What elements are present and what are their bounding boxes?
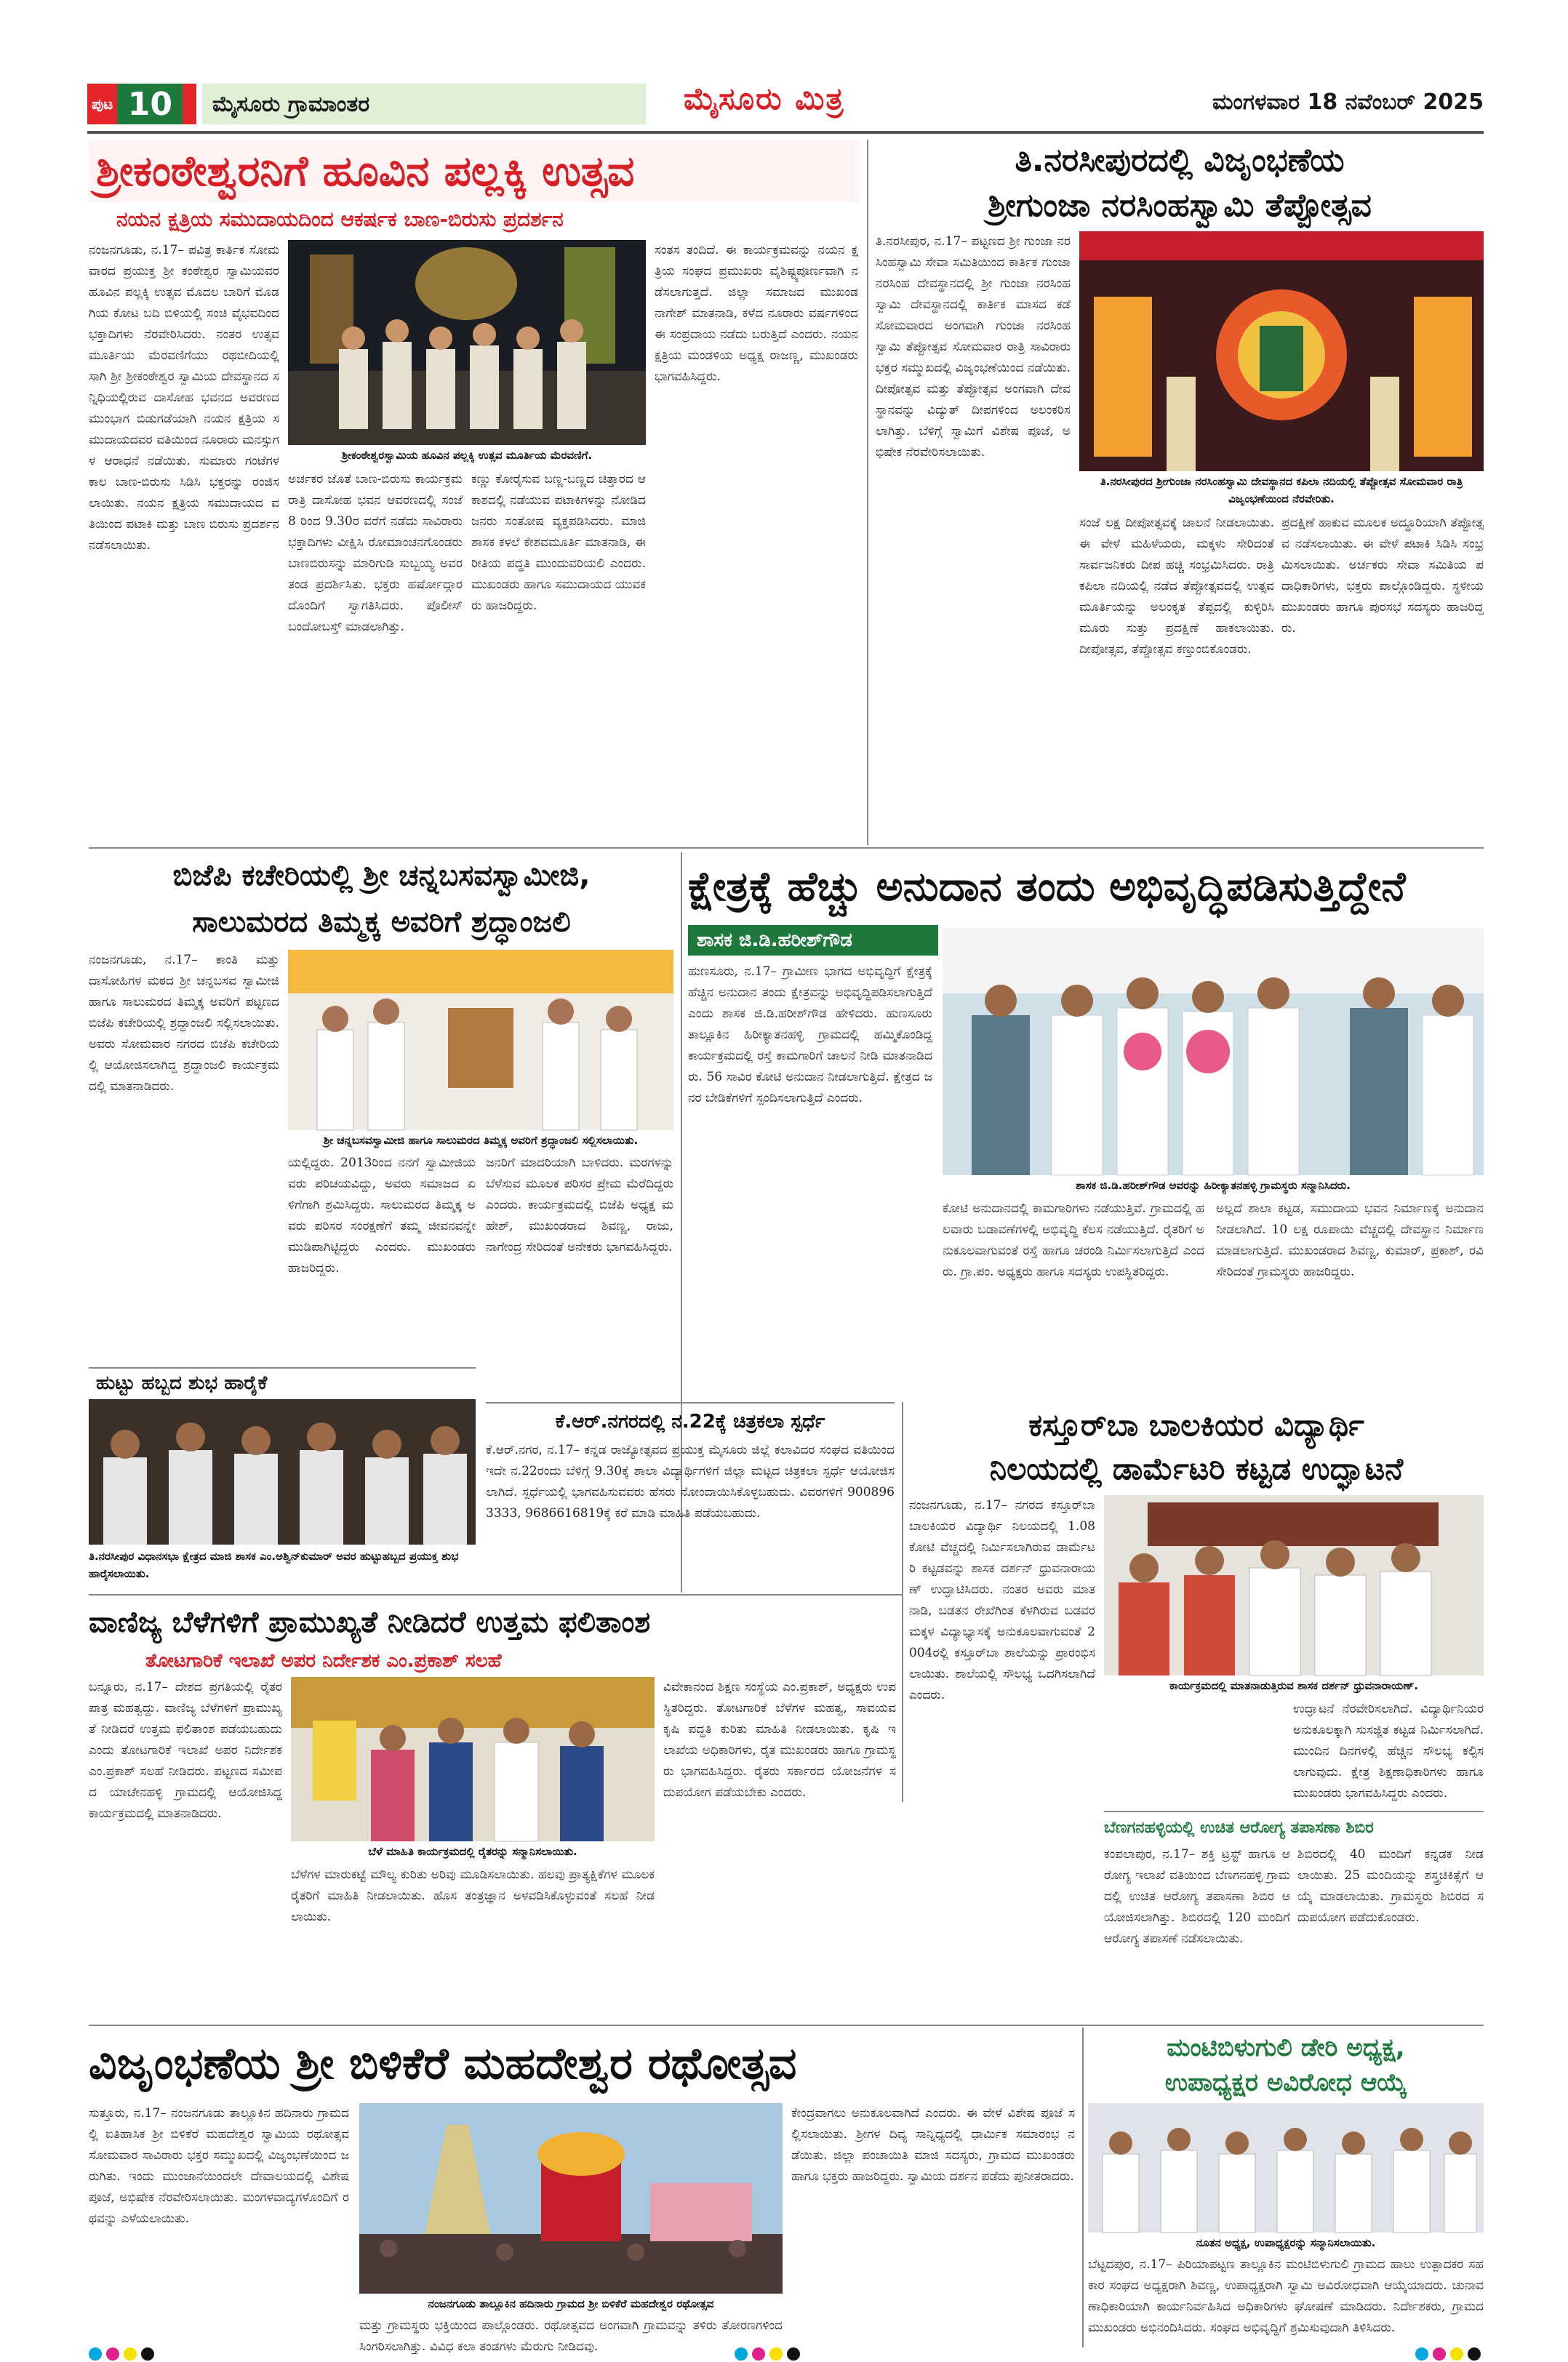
a6-photo-image bbox=[1104, 1495, 1484, 1676]
a3-body-1: ನಂಜನಗೂಡು, ನ.17– ಕಾಂತಿ ಮತ್ತು ದಾಸೋಹಿಗಳ ಮಠದ ಶ್ರೀ ಚನ್ನಬಸವ ಸ್ವಾಮೀಜಿ ಹಾಗೂ ಸಾಲುಮರದ ತಿಮ್ಮಕ್ಕ ಅವರಿಗೆ ಪಟ್ಟಣದ ಬಿಜೆಪಿ ಕಚೇರಿಯಲ್ಲಿ ಶ್ರದ್ಧಾಂಜಲಿ ಸಲ್ಲಿಸಲಾಯಿತು. ಅವರು ಸೋಮವಾರ ನಗರದ ಬಿಜೆಪಿ ಕಚೇರಿಯಲ್ಲಿ ಆಯೋಜಿಸಲಾಗಿದ್ದ ಶ್ರದ್ಧಾಂಜಲಿ ಕಾರ್ಯಕ್ರಮದಲ್ಲಿ ಮಾತನಾಡಿದರು. bbox=[89, 953, 279, 1094]
section-title: ಮೈಸೂರು ಗ್ರಾಮಾಂತರ bbox=[202, 84, 646, 124]
registration-mark-cyan-2 bbox=[735, 2347, 748, 2361]
page-number: 10 bbox=[117, 84, 183, 124]
registration-mark-black-2 bbox=[787, 2347, 800, 2361]
registration-mark-yellow-2 bbox=[769, 2347, 783, 2361]
a6-body-1: ನಂಜನಗೂಡು, ನ.17– ನಗರದ ಕಸ್ತೂರ್‌ಬಾ ಬಾಲಕಿಯರ ವಿದ್ಯಾರ್ಥಿ ನಿಲಯದಲ್ಲಿ 1.08 ಕೋಟಿ ವೆಚ್ಚದಲ್ಲಿ ನಿರ್ಮಿಸಲಾಗಿರುವ ಡಾರ್ಮೆಟರಿ ಕಟ್ಟಡವನ್ನು ಶಾಸಕ ದರ್ಶನ್ ಧ್ರುವನಾರಾಯಣ್ ಉದ್ಘಾಟಿಸಿದರು. ನಂತರ ಅವರು ಮಾತನಾಡಿ, ಬಡತನ ರೇಖೆಗಿಂತ ಕೆಳಗಿರುವ ಬಡವರ ಮಕ್ಕಳ ವಿದ್ಯಾಭ್ಯಾಸಕ್ಕೆ ಅನುಕೂಲವಾಗುವಂತೆ 2004ರಲ್ಲಿ ಕಸ್ತೂರ್‌ಬಾ ಶಾಲೆಯನ್ನು ಪ್ರಾರಂಭಿಸಲಾಯಿತು. ಶಾಲೆಯಲ್ಲಿ ಸೌಲಭ್ಯ ಒದಗಿಸಲಾಗಿದೆ ಎಂದರು. bbox=[909, 1498, 1095, 1702]
registration-mark-magenta-2 bbox=[752, 2347, 765, 2361]
a3-photo bbox=[288, 950, 673, 1130]
row3-rule bbox=[89, 2025, 1484, 2026]
a5-divider bbox=[902, 1402, 903, 1802]
a2-body-3: ಪ್ರದಕ್ಷಿಣೆ ಹಾಕುವ ಮೂಲಕ ಅದ್ಧೂರಿಯಾಗಿ ತೆಪ್ಪೋತ್ಸವ ನಡೆಸಲಾಯಿತು. ಈ ವೇಳೆ ಪಟಾಕಿ ಸಿಡಿಸಿ ಸಂಭ್ರಮಿಸಲಾಯಿತು. ಅರ್ಚಕರು ಸೇವಾ ಸಮಿತಿಯ ಪದಾಧಿಕಾರಿಗಳು, ಭಕ್ತರು ಪಾಲ್ಗೊಂಡಿದ್ದರು. ಸ್ಥಳೀಯ ಮುಖಂಡರು ಹಾಗೂ ಪುರಸಭೆ ಸದಸ್ಯರು ಹಾಜರಿದ್ದರು. bbox=[1281, 516, 1484, 636]
a6-sub-body-2: ಶಿಬಿರದಲ್ಲಿ 40 ಮಂದಿಗೆ ಕನ್ನಡಕ ನೀಡಲಾಯಿತು. 25 ಮಂದಿಯನ್ನು ಶಸ್ತ್ರಚಿಕಿತ್ಸೆಗೆ ಆಯ್ಕೆ ಮಾಡಲಾಯಿತು. ಗ್ರಾಮಸ್ಥರು ಶಿಬಿರದ ಸದುಪಯೋಗ ಪಡೆದುಕೊಂಡರು. bbox=[1297, 1847, 1484, 1925]
a7-photo bbox=[291, 1677, 655, 1841]
a8-body-photo: ಮತ್ತು ಗ್ರಾಮಸ್ಥರು ಭಕ್ತಿಯಿಂದ ಪಾಲ್ಗೊಂಡರು. ರಥೋತ್ಸವದ ಅಂಗವಾಗಿ ಗ್ರಾಮವನ್ನು ತಳಿರು ತೋರಣಗಳಿಂದ ಸಿಂಗರಿಸಲಾಗಿತ್ತು. ವಿವಿಧ ಕಲಾ ತಂಡಗಳು ಮೆರುಗು ನೀಡಿದವು. bbox=[359, 2318, 783, 2354]
a9-headline-2: ಉಪಾಧ್ಯಕ್ಷರ ಅವಿರೋಧ ಆಯ್ಕೆ bbox=[1164, 2068, 1407, 2097]
page-number-box bbox=[87, 84, 196, 124]
a4-body-3: ಅಲ್ಲದೆ ಶಾಲಾ ಕಟ್ಟಡ, ಸಮುದಾಯ ಭವನ ನಿರ್ಮಾಣಕ್ಕೆ ಅನುದಾನ ನೀಡಲಾಗಿದೆ. 10 ಲಕ್ಷ ರೂಪಾಯಿ ವೆಚ್ಚದಲ್ಲಿ ದೇವಸ್ಥಾನ ನಿರ್ಮಾಣ ಮಾಡಲಾಗುತ್ತಿದೆ. ಮುಖಂಡರಾದ ಶಿವಣ್ಣ, ಕುಮಾರ್, ಪ್ರಕಾಶ್, ರವಿ ಸೇರಿದಂತೆ ಗ್ರಾಮಸ್ಥರು ಹಾಜರಿದ್ದರು. bbox=[1216, 1201, 1484, 1279]
registration-mark-cyan-3 bbox=[1415, 2347, 1428, 2361]
registration-mark-magenta-3 bbox=[1433, 2347, 1446, 2361]
a8-body-2: ಕೇಂದ್ರವಾಗಲು ಅನುಕೂಲವಾಗಿದೆ ಎಂದರು. ಈ ವೇಳೆ ವಿಶೇಷ ಪೂಜೆ ಸಲ್ಲಿಸಲಾಯಿತು. ಶ್ರೀಗಳ ದಿವ್ಯ ಸಾನ್ನಿಧ್ಯದಲ್ಲಿ ಧಾರ್ಮಿಕ ಸಮಾರಂಭ ನಡೆಯಿತು. ಜಿಲ್ಲಾ ಪಂಚಾಯಿತಿ ಮಾಜಿ ಸದಸ್ಯರು, ಗ್ರಾಮದ ಮುಖಂಡರು ಹಾಗೂ ಭಕ್ತರು ಹಾಜರಿದ್ದರು. ಸ್ವಾಮಿಯ ದರ್ಶನ ಪಡೆದು ಪುನೀತರಾದರು. bbox=[791, 2106, 1075, 2184]
a8-photo-caption: ನಂಜನಗೂಡು ತಾಲ್ಲೂಕಿನ ಹದಿನಾರು ಗ್ರಾಮದ ಶ್ರೀ ಬಿಳಿಕೆರೆ ಮಹದೇಶ್ವರ ರಥೋತ್ಸವ bbox=[428, 2297, 714, 2310]
registration-mark-black-3 bbox=[1468, 2347, 1481, 2361]
a1-headline: ಶ್ರೀಕಂಠೇಶ್ವರನಿಗೆ ಹೂವಿನ ಪಲ್ಲಕ್ಕಿ ಉತ್ಸವ bbox=[89, 140, 860, 202]
a3-box-caption: ತಿ.ನರಸೀಪುರ ವಿಧಾನಸಭಾ ಕ್ಷೇತ್ರದ ಮಾಜಿ ಶಾಸಕ ಎಂ.ಅಶ್ವಿನ್‌ಕುಮಾರ್ ಅವರ ಹುಟ್ಟುಹಬ್ಬದ ಪ್ರಯುಕ್ತ ಶುಭ ಹಾರೈಸಲಾಯಿತು. bbox=[89, 1550, 459, 1580]
a6-headline-1: ಕಸ್ತೂರ್‌ಬಾ ಬಾಲಕಿಯರ ವಿದ್ಯಾರ್ಥಿ bbox=[1028, 1407, 1364, 1443]
a3-box-title: ಹುಟ್ಟು ಹಬ್ಬದ ಶುಭ ಹಾರೈಕೆ bbox=[89, 1367, 476, 1396]
a3-headline-2: ಸಾಲುಮರದ ತಿಮ್ಮಕ್ಕ ಅವರಿಗೆ ಶ್ರದ್ಧಾಂಜಲಿ bbox=[192, 905, 571, 939]
a6-sub-body-1: ಕಂಪಲಾಪುರ, ನ.17– ಶಕ್ತಿ ಟ್ರಸ್ಟ್ ಹಾಗೂ ಆರೋಗ್ಯ ಇಲಾಖೆ ವತಿಯಿಂದ ಬೆಣಗನಹಳ್ಳಿ ಗ್ರಾಮದಲ್ಲಿ ಉಚಿತ ಆರೋಗ್ಯ ತಪಾಸಣಾ ಶಿಬಿರ ಆಯೋಜಿಸಲಾಗಿತ್ತು. ಶಿಬಿರದಲ್ಲಿ 120 ಮಂದಿಗೆ ಆರೋಗ್ಯ ತಪಾಸಣೆ ನಡೆಸಲಾಯಿತು. bbox=[1104, 1847, 1290, 1946]
a3-photo-image bbox=[288, 950, 673, 1130]
a4-photo bbox=[943, 928, 1484, 1175]
a8-divider bbox=[1082, 2027, 1084, 2347]
a4-body-1: ಹುಣಸೂರು, ನ.17– ಗ್ರಾಮೀಣ ಭಾಗದ ಅಭಿವೃದ್ಧಿಗೆ ಕ್ಷೇತ್ರಕ್ಕೆ ಹೆಚ್ಚಿನ ಅನುದಾನ ತಂದು ಕ್ಷೇತ್ರವನ್ನು ಅಭಿವೃದ್ಧಿಪಡಿಸಲಾಗುತ್ತಿದೆ ಎಂದು ಶಾಸಕ ಜಿ.ಡಿ.ಹರೀಶ್‌ಗೌಡ ಹೇಳಿದರು. ಹುಣಸೂರು ತಾಲ್ಲೂಕಿನ ಹಿರೀಕ್ಯಾತನಹಳ್ಳಿ ಗ್ರಾಮದಲ್ಲಿ ಹಮ್ಮಿಕೊಂಡಿದ್ದ ಕಾರ್ಯಕ್ರಮದಲ್ಲಿ ರಸ್ತೆ ಕಾಮಗಾರಿಗೆ ಚಾಲನೆ ನೀಡಿ ಮಾತನಾಡಿದರು. 56 ಸಾವಿರ ಕೋಟಿ ಅನುದಾನ ನೀಡಲಾಗುತ್ತಿದೆ. ಕ್ಷೇತ್ರದ ಜನರ ಬೇಡಿಕೆಗಳಿಗೆ ಸ್ಪಂದಿಸಲಾಗುತ್ತಿದೆ ಎಂದರು. bbox=[688, 964, 932, 1105]
a2-photo-caption: ತಿ.ನರಸೀಪುರದ ಶ್ರೀಗುಂಜಾ ನರಸಿಂಹಸ್ವಾಮಿ ದೇವಸ್ಥಾನದ ಕಪಿಲಾ ನದಿಯಲ್ಲಿ ತೆಪ್ಪೋತ್ಸವ ಸೋಮವಾರ ರಾತ್ರಿ ವಿಜೃಂಭಣೆಯಿಂದ ನೆರವೇರಿತು. bbox=[1100, 475, 1463, 505]
a6-photo bbox=[1104, 1495, 1484, 1676]
a1-photo-image bbox=[288, 240, 646, 445]
a7-headline: ವಾಣಿಜ್ಯ ಬೆಳೆಗಳಿಗೆ ಪ್ರಾಮುಖ್ಯತೆ ನೀಡಿದರೆ ಉತ್ತಮ ಫಲಿತಾಂಶ bbox=[89, 1606, 651, 1639]
a6-body-2: ಉದ್ಘಾಟನೆ ನೆರವೇರಿಸಲಾಗಿದೆ. ವಿದ್ಯಾರ್ಥಿನಿಯರ ಅನುಕೂಲಕ್ಕಾಗಿ ಸುಸಜ್ಜಿತ ಕಟ್ಟಡ ನಿರ್ಮಿಸಲಾಗಿದೆ. ಮುಂದಿನ ದಿನಗಳಲ್ಲಿ ಹೆಚ್ಚಿನ ಸೌಲಭ್ಯ ಕಲ್ಪಿಸಲಾಗುವುದು. ಕ್ಷೇತ್ರ ಶಿಕ್ಷಣಾಧಿಕಾರಿಗಳು ಹಾಗೂ ಮುಖಂಡರು ಭಾಗವಹಿಸಿದ್ದರು ಎಂದರು. bbox=[1293, 1702, 1484, 1801]
masthead-rule bbox=[87, 131, 1484, 134]
newspaper-logo: ಮೈಸೂರು ಮಿತ್ರ bbox=[684, 81, 845, 116]
a1-body-3: ಅರ್ಚಕರ ಜೊತೆ ಬಾಣ-ಬಿರುಸು ಕಾರ್ಯಕ್ರಮ ರಾತ್ರಿ ದಾಸೋಹ ಭವನ ಆವರಣದಲ್ಲಿ ಸಂಜೆ 8 ರಿಂದ 9.30ರ ವರೆಗೆ ನಡೆದು ಸಾವಿರಾರು ಭಕ್ತಾದಿಗಳು ವೀಕ್ಷಿಸಿ ರೋಮಾಂಚನಗೊಂಡರು ಬಾಣಬಿರುಸನ್ನು ಮಾರಿಗುಡಿ ಸುಬ್ಬಯ್ಯ ಅವರ ತಂಡ ಪ್ರದರ್ಶಿಸಿತು. ಭಕ್ತರು ಹರ್ಷೋದ್ಗಾರದೊಂದಿಗೆ ಸ್ವಾಗತಿಸಿದರು. ಪೊಲೀಸ್ ಬಂದೋಬಸ್ತ್ ಮಾಡಲಾಗಿತ್ತು. bbox=[288, 472, 463, 634]
a1-photo-caption: ಶ್ರೀಕಂಠೇಶ್ವರಸ್ವಾಮಿಯ ಹೂವಿನ ಪಲ್ಲಕ್ಕಿ ಉತ್ಸವ ಮೂರ್ತಿಯ ಮೆರವಣಿಗೆ. bbox=[341, 449, 593, 462]
a6-body-1b bbox=[1104, 1699, 1284, 1808]
a6-headline-2: ನಿಲಯದಲ್ಲಿ ಡಾರ್ಮೆಟರಿ ಕಟ್ಟಡ ಉದ್ಘಾಟನೆ bbox=[989, 1451, 1404, 1486]
a5-body: ಕೆ.ಆರ್.ನಗರ, ನ.17– ಕನ್ನಡ ರಾಜ್ಯೋತ್ಸವದ ಪ್ರಯುಕ್ತ ಮೈಸೂರು ಜಿಲ್ಲೆ ಕಲಾವಿದರ ಸಂಘದ ವತಿಯಿಂದ ಇದೇ ನ.22ರಂದು ಬೆಳಿಗ್ಗೆ 9.30ಕ್ಕೆ ಶಾಲಾ ವಿದ್ಯಾರ್ಥಿಗಳಿಗೆ ಜಿಲ್ಲಾ ಮಟ್ಟದ ಚಿತ್ರಕಲಾ ಸ್ಪರ್ಧೆ ಆಯೋಜಿಸಲಾಗಿದೆ. ಸ್ಪರ್ಧೆಯಲ್ಲಿ ಭಾಗವಹಿಸುವವರು ಹೆಸರು ನೋಂದಾಯಿಸಿಕೊಳ್ಳಬಹುದು. ವಿವರಗಳಿಗೆ 9008963333, 9686616819ಕ್ಕೆ ಕರೆ ಮಾಡಿ ಮಾಹಿತಿ ಪಡೆಯಬಹುದು. bbox=[486, 1443, 895, 1521]
a7-body-1: ಬನ್ನೂರು, ನ.17– ದೇಶದ ಪ್ರಗತಿಯಲ್ಲಿ ರೈತರ ಪಾತ್ರ ಮಹತ್ವದ್ದು. ವಾಣಿಜ್ಯ ಬೆಳೆಗಳಿಗೆ ಪ್ರಾಮುಖ್ಯತೆ ನೀಡಿದರೆ ಉತ್ತಮ ಫಲಿತಾಂಶ ಪಡೆಯಬಹುದು ಎಂದು ತೋಟಗಾರಿಕೆ ಇಲಾಖೆ ಅಪರ ನಿರ್ದೇಶಕ ಎಂ.ಪ್ರಕಾಶ್ ಸಲಹೆ ನೀಡಿದರು. ಪಟ್ಟಣದ ಸಮೀಪದ ಯಾಚೇನಹಳ್ಳಿ ಗ್ರಾಮದಲ್ಲಿ ಆಯೋಜಿಸಿದ್ದ ಕಾರ್ಯಕ್ರಮದಲ್ಲಿ ಮಾತನಾಡಿದರು. bbox=[89, 1680, 282, 1821]
a3-photo-caption: ಶ್ರೀ ಚನ್ನಬಸವಸ್ವಾಮೀಜಿ ಹಾಗೂ ಸಾಲುಮರದ ತಿಮ್ಮಕ್ಕ ಅವರಿಗೆ ಶ್ರದ್ಧಾಂಜಲಿ ಸಲ್ಲಿಸಲಾಯಿತು. bbox=[323, 1134, 639, 1147]
a1-body-2: ಸಂತಸ ತಂದಿದೆ. ಈ ಕಾರ್ಯಕ್ರಮವನ್ನು ನಯನ ಕ್ಷತ್ರಿಯ ಸಂಘದ ಪ್ರಮುಖರು ವೈಶಿಷ್ಟ್ಯಪೂರ್ಣವಾಗಿ ನಡೆಸಲಾಗುತ್ತದೆ. ಜಿಲ್ಲಾ ಸಮಾಜದ ಮುಖಂಡ ನಾಗೇಶ್ ಮಾತನಾಡಿ, ಕಳೆದ ನೂರಾರು ವರ್ಷಗಳಿಂದ ಈ ಸಂಪ್ರದಾಯ ನಡೆದು ಬರುತ್ತಿದೆ ಎಂದರು. ನಯನ ಕ್ಷತ್ರಿಯ ಮಂಡಳಿಯ ಅಧ್ಯಕ್ಷ ರಾಜಣ್ಣ, ಮುಖಂಡರು ಭಾಗವಹಿಸಿದ್ದರು. bbox=[655, 243, 858, 384]
registration-mark-yellow-3 bbox=[1450, 2347, 1463, 2361]
a7-photo-caption: ಬೆಳೆ ಮಾಹಿತಿ ಕಾರ್ಯಕ್ರಮದಲ್ಲಿ ರೈತರನ್ನು ಸನ್ಮಾನಿಸಲಾಯಿತು. bbox=[368, 1845, 577, 1858]
a3-body-3: ಜನರಿಗೆ ಮಾದರಿಯಾಗಿ ಬಾಳಿದರು. ಮರಗಳನ್ನು ಬೆಳೆಸುವ ಮೂಲಕ ಪರಿಸರ ಪ್ರೇಮ ಮೆರೆದಿದ್ದರು ಎಂದರು. ಕಾರ್ಯಕ್ರಮದಲ್ಲಿ ಬಿಜೆಪಿ ಅಧ್ಯಕ್ಷ ಮಹೇಶ್, ಮುಖಂಡರಾದ ಶಿವಣ್ಣ, ರಾಜು, ನಾಗೇಂದ್ರ ಸೇರಿದಂತೆ ಅನೇಕರು ಭಾಗವಹಿಸಿದ್ದರು. bbox=[486, 1156, 673, 1254]
a1-body-4: ಕಣ್ಣು ಕೋರೈಸುವ ಬಣ್ಣ-ಬಣ್ಣದ ಚಿತ್ತಾರದ ಆಕಾಶದಲ್ಲಿ ನಡೆಯುವ ಪಟಾಕಿಗಳನ್ನು ನೋಡಿದ ಜನರು ಸಂತೋಷ ವ್ಯಕ್ತಪಡಿಸಿದರು. ಮಾಜಿ ಶಾಸಕ ಕಳಲೆ ಕೇಶವಮೂರ್ತಿ ಮಾತನಾಡಿ, ಈ ರೀತಿಯ ಪದ್ಧತಿ ಮುಂದುವರಿಯಲಿ ಎಂದರು. ಮುಖಂಡರು ಹಾಗೂ ಸಮುದಾಯದ ಯುವಕರು ಹಾಜರಿದ್ದರು. bbox=[471, 472, 646, 613]
a2-headline-2: ಶ್ರೀಗುಂಜಾ ನರಸಿಂಹಸ್ವಾಮಿ ತೆಪ್ಪೋತ್ಸವ bbox=[988, 187, 1372, 224]
a6-sub-rule bbox=[1104, 1811, 1484, 1812]
a1-subhead: ನಯನ ಕ್ಷತ್ರಿಯ ಸಮುದಾಯದಿಂದ ಆಕರ್ಷಕ ಬಾಣ-ಬಿರುಸು ಪ್ರದರ್ಶನ bbox=[116, 207, 564, 231]
a1-divider bbox=[867, 140, 868, 845]
a4-photo-caption: ಶಾಸಕ ಜಿ.ಡಿ.ಹರೀಶ್‌ಗೌಡ ಅವರನ್ನು ಹಿರೀಕ್ಯಾತನಹಳ್ಳಿ ಗ್ರಾಮಸ್ಥರು ಸನ್ಮಾನಿಸಿದರು. bbox=[1076, 1179, 1351, 1192]
a6-sub-headline: ಬೆಣಗನಹಳ್ಳಿಯಲ್ಲಿ ಉಚಿತ ಆರೋಗ್ಯ ತಪಾಸಣಾ ಶಿಬಿರ bbox=[1104, 1819, 1374, 1837]
a2-photo bbox=[1079, 231, 1484, 471]
a8-body-1: ಸುತ್ತೂರು, ನ.17– ನಂಜನಗೂಡು ತಾಲ್ಲೂಕಿನ ಹದಿನಾರು ಗ್ರಾಮದಲ್ಲಿ ಐತಿಹಾಸಿಕ ಶ್ರೀ ಬಿಳಿಕೆರೆ ಮಹದೇಶ್ವರ ಸ್ವಾಮಿಯ ರಥೋತ್ಸವ ಸೋಮವಾರ ಸಾವಿರಾರು ಭಕ್ತರ ಸಮ್ಮುಖದಲ್ಲಿ ವಿಜೃಂಭಣೆಯಿಂದ ಜರುಗಿತು. ಇಂದು ಮುಂಜಾನೆಯಿಂದಲೇ ದೇವಾಲಯದಲ್ಲಿ ವಿಶೇಷ ಪೂಜೆ, ಅಭಿಷೇಕ ನೆರವೇರಿಸಲಾಯಿತು. ಮಂಗಳವಾದ್ಯಗಳೊಂದಿಗೆ ರಥವನ್ನು ಎಳೆಯಲಾಯಿತು. bbox=[89, 2106, 349, 2226]
a9-body: ಬೆಟ್ಟದಪುರ, ನ.17– ಪಿರಿಯಾಪಟ್ಟಣ ತಾಲ್ಲೂಕಿನ ಮಂಟಿಬಿಳುಗುಲಿ ಗ್ರಾಮದ ಹಾಲು ಉತ್ಪಾದಕರ ಸಹಕಾರ ಸಂಘದ ಅಧ್ಯಕ್ಷರಾಗಿ ಶಿವಣ್ಣ, ಉಪಾಧ್ಯಕ್ಷರಾಗಿ ಸ್ವಾಮಿ ಅವಿರೋಧವಾಗಿ ಆಯ್ಕೆಯಾದರು. ಚುನಾವಣಾಧಿಕಾರಿಯಾಗಿ ಕಾರ್ಯನಿರ್ವಹಿಸಿದ ಅಧಿಕಾರಿಗಳು ಘೋಷಣೆ ಮಾಡಿದರು. ನಿರ್ದೇಶಕರು, ಗ್ರಾಮದ ಮುಖಂಡರು ಅಭಿನಂದಿಸಿದರು. ಸಂಘದ ಅಭಿವೃದ್ಧಿಗೆ ಶ್ರಮಿಸುವುದಾಗಿ ತಿಳಿಸಿದರು. bbox=[1088, 2257, 1484, 2335]
a3-box-photo-image bbox=[89, 1399, 476, 1545]
a2-headline-1: ತಿ.ನರಸೀಪುರದಲ್ಲಿ ವಿಜೃಂಭಣೆಯ bbox=[1015, 142, 1345, 179]
registration-mark-yellow bbox=[124, 2347, 137, 2361]
a1-body-1: ನಂಜನಗೂಡು, ನ.17– ಪವಿತ್ರ ಕಾರ್ತಿಕ ಸೋಮವಾರದ ಪ್ರಯುಕ್ತ ಶ್ರೀ ಕಂಠೇಶ್ವರ ಸ್ವಾಮಿಯವರ ಹೂವಿನ ಪಲ್ಲಕ್ಕಿ ಉತ್ಸವ ಮೊದಲ ಬಾರಿಗೆ ಮೊಡಗಿಯ ಕೋಟ ಬದಿ ಬಿಳಿಯಲ್ಲಿ ಸಂಚಿ ವೈಭವದಿಂದ ಭಕ್ತಾದಿಗಳು ನೆರವೇರಿಸಿದರು. ನಂತರ ಉತ್ಸವ ಮೂರ್ತಿಯ ಮೆರವಣಿಗೆಯು ರಥಬೀದಿಯಲ್ಲಿ ಸಾಗಿ ಶ್ರೀ ಶ್ರೀಕಂಠೇಶ್ವರ ಸ್ವಾಮಿಯ ದೇವಸ್ಥಾನದ ಸನ್ನಿಧಿಯಲ್ಲಿರುವ ದಾಸೋಹ ಭವನದ ಅವರಣದ ಮುಂಭಾಗ ಬಿಡುಗಡೆಯಾಗಿ ನಯನ ಕ್ಷತ್ರಿಯ ಸಮುದಾಯದವರ ವತಿಯಿಂದ ನೂರಾರು ಮನಸ್ಸುಗಳ ಆರಾಧನೆ ನಡೆಯಿತು. ಸುಮಾರು ಗಂಟೆಗಳ ಕಾಲ ಬಾಣ-ಬಿರುಸು ಸಿಡಿಸಿ ಭಕ್ತರನ್ನು ರಂಜಿಸಲಾಯಿತು. ನಯನ ಕ್ಷತ್ರಿಯ ಸಮುದಾಯದ ವತಿಯಿಂದ ಪಟಾಕಿ ಮತ್ತು ಬಾಣ ಬಿರುಸು ಪ್ರದರ್ಶನ ನಡೆಸಲಾಯಿತು. bbox=[89, 243, 279, 553]
a9-headline-1: ಮಂಟಿಬಿಳುಗುಲಿ ಡೇರಿ ಅಧ್ಯಕ್ಷ, bbox=[1167, 2033, 1405, 2062]
a7-subhead: ತೋಟಗಾರಿಕೆ ಇಲಾಖೆ ಅಪರ ನಿರ್ದೇಶಕ ಎಂ.ಪ್ರಕಾಶ್ ಸಲಹೆ bbox=[145, 1650, 502, 1672]
a2-photo-image bbox=[1079, 231, 1484, 471]
a3-headline-1: ಬಿಜೆಪಿ ಕಚೇರಿಯಲ್ಲಿ ಶ್ರೀ ಚನ್ನಬಸವಸ್ವಾಮೀಜಿ, bbox=[172, 859, 591, 892]
registration-mark-cyan bbox=[89, 2347, 102, 2361]
a9-photo-image bbox=[1088, 2103, 1484, 2233]
issue-date: ಮಂಗಳವಾರ 18 ನವೆಂಬರ್ 2025 bbox=[1212, 89, 1484, 115]
a1-photo bbox=[288, 240, 646, 445]
a8-headline: ವಿಜೃಂಭಣೆಯ ಶ್ರೀ ಬಿಳಿಕೆರೆ ಮಹದೇಶ್ವರ ರಥೋತ್ಸವ bbox=[89, 2038, 797, 2089]
a4-body-2: ಕೋಟಿ ಅನುದಾನದಲ್ಲಿ ಕಾಮಗಾರಿಗಳು ನಡೆಯುತ್ತಿವೆ. ಗ್ರಾಮದಲ್ಲಿ ಹಲವಾರು ಬಡಾವಣೆಗಳಲ್ಲಿ ಅಭಿವೃದ್ಧಿ ಕೆಲಸ ನಡೆಯುತ್ತಿದೆ. ರೈತರಿಗೆ ಅನುಕೂಲವಾಗುವಂತೆ ರಸ್ತೆ ಹಾಗೂ ಚರಂಡಿ ನಿರ್ಮಿಸಲಾಗುತ್ತಿದೆ ಎಂದರು. ಗ್ರಾ.ಪಂ. ಅಧ್ಯಕ್ಷರು ಹಾಗೂ ಸದಸ್ಯರು ಉಪಸ್ಥಿತರಿದ್ದರು. bbox=[943, 1201, 1204, 1279]
a5-top-rule bbox=[486, 1402, 895, 1404]
row1-rule bbox=[89, 847, 1484, 849]
a2-body-1: ತಿ.ನರಸೀಪುರ, ನ.17– ಪಟ್ಟಣದ ಶ್ರೀ ಗುಂಜಾ ನರಸಿಂಹಸ್ವಾಮಿ ಸೇವಾ ಸಮಿತಿಯಿಂದ ಕಾರ್ತಿಕ ಗುಂಜಾ ನರಸಿಂಹ ದೇವಸ್ಥಾನದಲ್ಲಿ ಶ್ರೀ ಗುಂಜಾ ನರಸಿಂಹಸ್ವಾಮಿ ದೇವಸ್ಥಾನದಲ್ಲಿ ಕಾರ್ತಿಕ ಮಾಸದ ಕಡೆ ಸೋಮವಾರದ ಅಂಗವಾಗಿ ಗುಂಜಾ ನರಸಿಂಹಸ್ವಾಮಿ ತೆಪ್ಪೋತ್ಸವ ಸೋಮವಾರ ರಾತ್ರಿ ಸಾವಿರಾರು ಭಕ್ತರ ಸಮ್ಮುಖದಲ್ಲಿ ವಿಜೃಂಭಣೆಯಿಂದ ನಡೆಯಿತು. ದೀಪೋತ್ಸವ ಮತ್ತು ತೆಪ್ಪೋತ್ಸವ ಅಂಗವಾಗಿ ದೇವಸ್ಥಾನವನ್ನು ವಿದ್ಯುತ್ ದೀಪಗಳಿಂದ ಅಲಂಕರಿಸಲಾಗಿತ್ತು. ಬೆಳಿಗ್ಗೆ ಸ್ವಾಮಿಗೆ ವಿಶೇಷ ಪೂಜೆ, ಅಭಿಷೇಕ ನೆರವೇರಿಸಲಾಯಿತು. bbox=[876, 234, 1071, 460]
masthead bbox=[87, 81, 1484, 135]
a3-box-photo bbox=[89, 1399, 476, 1545]
a8-photo bbox=[359, 2103, 783, 2294]
a9-photo bbox=[1088, 2103, 1484, 2233]
a5-headline: ಕೆ.ಆರ್.ನಗರದಲ್ಲಿ ನ.22ಕ್ಕೆ ಚಿತ್ರಕಲಾ ಸ್ಪರ್ಧೆ bbox=[555, 1411, 825, 1433]
page-label: ಪುಟ bbox=[92, 95, 113, 113]
a3-body-2: ಯಲ್ಲಿದ್ದರು. 2013ರಿಂದ ನನಗೆ ಸ್ವಾಮೀಜಿಯವರು ಪರಿಚಯವಿದ್ದು, ಅವರು ಸಮಾಜದ ಏಳಿಗೆಗಾಗಿ ಶ್ರಮಿಸಿದ್ದರು. ಸಾಲುಮರದ ತಿಮ್ಮಕ್ಕ ಅವರು ಪರಿಸರ ಸಂರಕ್ಷಣೆಗೆ ತಮ್ಮ ಜೀವನವನ್ನೇ ಮುಡಿಪಾಗಿಟ್ಟಿದ್ದರು ಎಂದರು. ಮುಖಂಡರು ಹಾಜರಿದ್ದರು. bbox=[288, 1156, 476, 1276]
a7-body-2: ವಿವೇಕಾನಂದ ಶಿಕ್ಷಣ ಸಂಸ್ಥೆಯ ಎಂ.ಪ್ರಕಾಶ್, ಅಧ್ಯಕ್ಷರು ಉಪಸ್ಥಿತರಿದ್ದರು. ತೋಟಗಾರಿಕೆ ಬೆಳೆಗಳ ಮಹತ್ವ, ಸಾವಯವ ಕೃಷಿ ಪದ್ಧತಿ ಕುರಿತು ಮಾಹಿತಿ ನೀಡಲಾಯಿತು. ಕೃಷಿ ಇಲಾಖೆಯ ಅಧಿಕಾರಿಗಳು, ರೈತ ಮುಖಂಡರು ಹಾಗೂ ಗ್ರಾಮಸ್ಥರು ಭಾಗವಹಿಸಿದ್ದರು. ರೈತರು ಸರ್ಕಾರದ ಯೋಜನೆಗಳ ಸದುಪಯೋಗ ಪಡೆಯಬೇಕು ಎಂದರು. bbox=[663, 1680, 896, 1800]
a2-body-2: ಸಂಜೆ ಲಕ್ಷ ದೀಪೋತ್ಸವಕ್ಕೆ ಚಾಲನೆ ನೀಡಲಾಯಿತು. ಈ ವೇಳೆ ಮಹಿಳೆಯರು, ಮಕ್ಕಳು ಸೇರಿದಂತೆ ಸಾರ್ವಜನಿಕರು ದೀಪ ಹಚ್ಚಿ ಸಂಭ್ರಮಿಸಿದರು. ರಾತ್ರಿ ಕಪಿಲಾ ನದಿಯಲ್ಲಿ ನಡೆದ ತೆಪ್ಪೋತ್ಸವದಲ್ಲಿ ಉತ್ಸವ ಮೂರ್ತಿಯನ್ನು ಅಲಂಕೃತ ತೆಪ್ಪದಲ್ಲಿ ಕುಳ್ಳಿರಿಸಿ ಮೂರು ಸುತ್ತು ಪ್ರದಕ್ಷಿಣೆ ಹಾಕಲಾಯಿತು. ದೀಪೋತ್ಸವ, ತೆಪ್ಪೋತ್ಸವ ಕಣ್ತುಂಬಿಕೊಂಡರು. bbox=[1079, 516, 1274, 657]
a6-photo-caption: ಕಾರ್ಯಕ್ರಮದಲ್ಲಿ ಮಾತನಾಡುತ್ತಿರುವ ಶಾಸಕ ದರ್ಶನ್ ಧ್ರುವನಾರಾಯಣ್. bbox=[1169, 1679, 1419, 1692]
a8-photo-image bbox=[359, 2103, 783, 2294]
registration-mark-black bbox=[141, 2347, 154, 2361]
a9-photo-caption: ನೂತನ ಅಧ್ಯಕ್ಷ, ಉಪಾಧ್ಯಕ್ಷರನ್ನು ಸನ್ಮಾನಿಸಲಾಯಿತು. bbox=[1196, 2236, 1376, 2249]
a7-photo-image bbox=[291, 1677, 655, 1841]
a7-body-photo: ಬೆಳೆಗಳ ಮಾರುಕಟ್ಟೆ ಮೌಲ್ಯ ಕುರಿತು ಅರಿವು ಮೂಡಿಸಲಾಯಿತು. ಹಲವು ಪ್ರಾತ್ಯಕ್ಷಿಕೆಗಳ ಮೂಲಕ ರೈತರಿಗೆ ಮಾಹಿತಿ ನೀಡಲಾಯಿತು. ಹೊಸ ತಂತ್ರಜ್ಞಾನ ಅಳವಡಿಸಿಕೊಳ್ಳುವಂತೆ ಸಲಹೆ ನೀಡಲಾಯಿತು. bbox=[291, 1867, 655, 1924]
a4-tag: ಶಾಸಕ ಜಿ.ಡಿ.ಹರೀಶ್‌ಗೌಡ bbox=[688, 925, 938, 956]
a4-headline: ಕ್ಷೇತ್ರಕ್ಕೆ ಹೆಚ್ಚು ಅನುದಾನ ತಂದು ಅಭಿವೃದ್ಧಿಪಡಿಸುತ್ತಿದ್ದೇನೆ bbox=[688, 863, 1406, 910]
registration-mark-magenta bbox=[106, 2347, 119, 2361]
a4-photo-image bbox=[943, 928, 1484, 1175]
row2-rule bbox=[89, 1594, 902, 1596]
